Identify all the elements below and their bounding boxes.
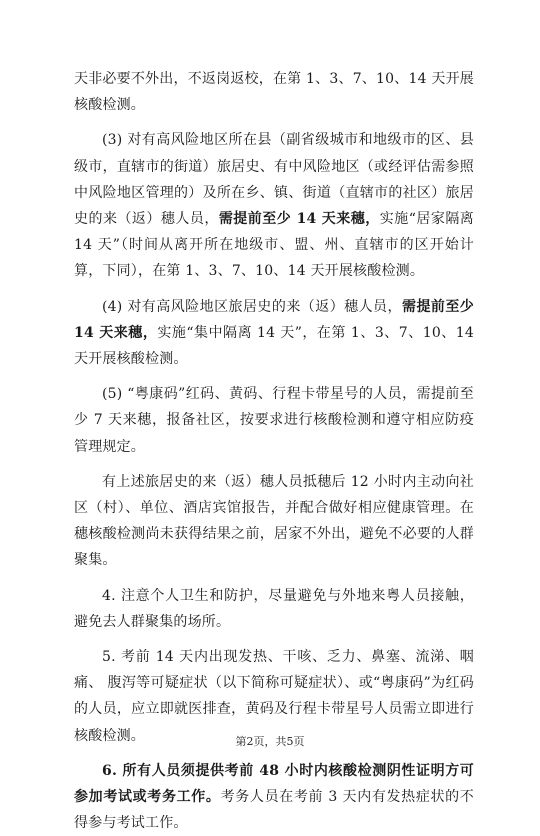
paragraph-item-3-text-a: (3) 对有高风险地区所在县（副省级城市和地级市的区、县级市，直辖市的街道）旅居史、有中风险地区（或经评估需参照中风险地区管理的）及所在乡、镇、街道（直辖市的社区）旅居史的来（返）穗人员， [74,132,474,228]
paragraph-report: 有上述旅居史的来（返）穗人员抵穗后 12 小时内主动向社区（村）、单位、酒店宾馆报告，并配合做好相应健康管理。在穗核酸检测尚未获得结果之前，居家不外出，避免不必要的人群聚集。 [74,473,474,569]
paragraph-item-4-text-a: (4) 对有高风险地区旅居史的来（返）穗人员， [102,298,402,315]
paragraph-item-4-text-b: 实施“集中隔离 14 天”，在第 1、3、7、10、14 天开展核酸检测。 [74,324,474,368]
paragraph-point-6-emphasis: 6. 所有人员须提供考前 48 小时内核酸检测阴性证明方可参加考试或考务工作。 [74,762,474,806]
paragraph-point-6 [74,758,474,836]
paragraph-item-3-text-b: 实施“居家隔离 14 天”（时间从离开所在地级市、盟、州、直辖市的区开始计算，下同），在第 1、3、7、10、14 天开展核酸检测。 [74,211,474,280]
paragraph-item-3 [74,127,474,284]
paragraph-point-4: 4. 注意个人卫生和防护，尽量避免与外地来粤人员接触，避免去人群聚集的场所。 [74,587,474,630]
paragraph-item-4-emphasis: 需提前至少 14 天来穗， [74,298,475,341]
paragraph-item-5: (5) “粤康码”红码、黄码、行程卡带星号的人员，需提前至少 7 天来穗，报备社区，按要求进行核酸检测和遵守相应防疫管理规定。 [74,386,474,455]
document-body [74,66,474,836]
page-number: 第2页，共5页 [235,735,305,748]
paragraph-continuation: 天非必要不外出，不返岗返校，在第 1、3、7、10、14 天开展核酸检测。 [74,71,474,114]
paragraph-item-3-emphasis: 需提前至少 14 天来穗， [218,211,380,228]
paragraph-point-5: 5. 考前 14 天内出现发热、干咳、乏力、鼻塞、流涕、咽痛、 腹泻等可疑症状（以下简称可疑症状）、或“粤康码”为红码的人员，应立即就医排查，黄码及行程卡带星号人员需立即进行核酸检测。 [74,649,474,744]
paragraph-item-4 [74,294,474,373]
paragraph-point-6-text: 考务人员在考前 3 天内有发热症状的不得参与考试工作。 [74,789,475,832]
